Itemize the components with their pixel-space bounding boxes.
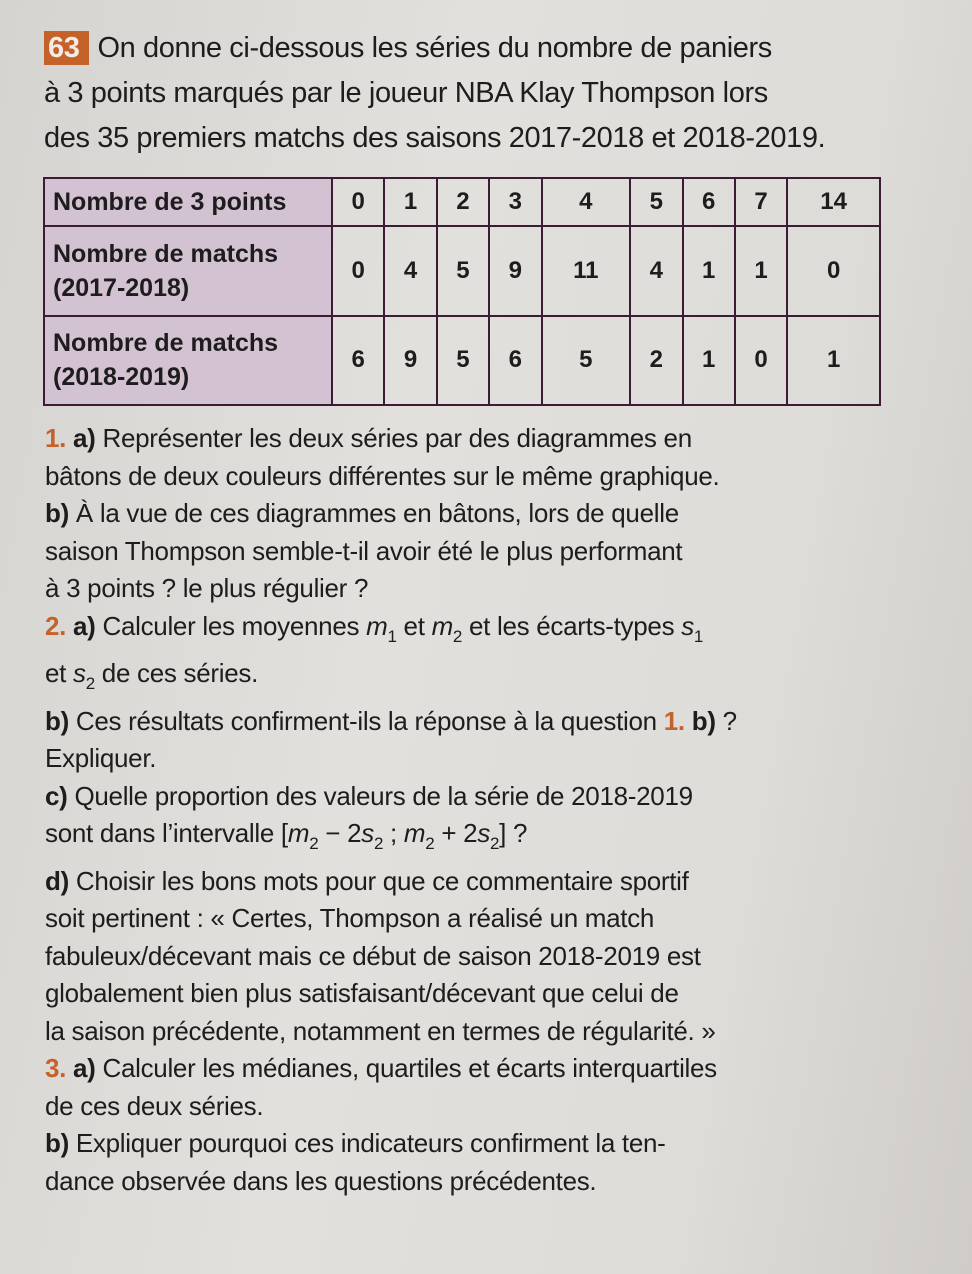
question-text: − 2 <box>318 818 362 848</box>
question-text: + 2 <box>434 818 478 848</box>
question-line <box>45 1163 905 1201</box>
question-line <box>45 570 905 608</box>
intro-line <box>44 71 904 116</box>
question-text: ? <box>715 705 737 736</box>
question-text: Expliquer pourquoi ces indicateurs confirment la ten- <box>68 1128 666 1158</box>
question-line <box>45 1125 905 1163</box>
data-table <box>43 177 881 406</box>
question-text: la saison précédente, notamment en termes de régularité. » <box>45 1015 716 1046</box>
table-cell: 1 <box>735 226 787 315</box>
table-cell: 5 <box>542 316 631 405</box>
question-line <box>45 1050 905 1088</box>
table-cell: 2 <box>630 316 682 405</box>
subquestion-label: a) <box>73 423 96 453</box>
math-subscript: 2 <box>85 674 95 693</box>
row-header <box>44 316 332 405</box>
subquestion-label: c) <box>45 780 68 811</box>
table-cell: 0 <box>332 226 384 315</box>
question-line <box>45 533 905 571</box>
question-text: fabuleux/décevant mais ce début de saison 2018-2019 est <box>45 940 701 971</box>
table-cell: 1 <box>683 316 735 405</box>
math-subscript: 2 <box>490 834 500 853</box>
question-text: Quelle proportion des valeurs de la série de 2018-2019 <box>67 780 693 811</box>
table-cell: 5 <box>437 226 489 315</box>
question-number: 2. <box>45 610 74 641</box>
question-text: et les écarts-types <box>462 610 682 641</box>
question-text: soit pertinent : « Certes, Thompson a réalisé un match <box>45 903 655 933</box>
table-cell: 2 <box>437 178 489 226</box>
intro-text: à 3 points marqués par le joueur NBA Klay Thompson lors <box>44 77 768 109</box>
question-text: Ces résultats confirment-ils la réponse à la question <box>68 705 664 736</box>
question-line <box>45 740 905 778</box>
question-line <box>45 703 905 741</box>
question-text: et <box>45 658 74 688</box>
question-text: Calculer les médianes, quartiles et écarts interquartiles <box>95 1053 717 1083</box>
row-header-line: Nombre de matchs <box>53 239 279 268</box>
question-line <box>45 863 905 901</box>
intro-line <box>44 26 904 71</box>
math-subscript: 2 <box>425 834 435 853</box>
exercise-number-badge: 63 <box>44 31 89 65</box>
math-variable: m <box>431 610 453 641</box>
question-text: Expliquer. <box>45 743 157 773</box>
table-cell: 5 <box>630 178 682 226</box>
question-line <box>45 458 905 496</box>
question-line <box>45 420 905 458</box>
question-text: ] ? <box>499 818 528 848</box>
math-variable: s <box>361 818 374 848</box>
question-text: Représenter les deux séries par des diagrammes en <box>95 423 692 453</box>
subquestion-label: b) <box>45 498 69 528</box>
question-line <box>45 778 905 816</box>
table-cell: 6 <box>683 178 735 226</box>
math-subscript: 2 <box>452 626 463 646</box>
subquestion-label: d) <box>45 865 69 896</box>
table-row <box>44 226 880 315</box>
question-line <box>45 495 905 533</box>
math-variable: s <box>73 658 86 688</box>
table-row <box>44 316 880 405</box>
intro-text: des 35 premiers matchs des saisons 2017-2018 et 2018-2019. <box>44 122 826 154</box>
question-text: Calculer les moyennes <box>95 610 367 641</box>
math-subscript: 1 <box>387 626 397 646</box>
math-variable: s <box>681 610 694 641</box>
table-cell: 4 <box>542 178 631 226</box>
questions <box>45 420 905 1200</box>
table-cell: 4 <box>384 226 436 315</box>
table-cell: 1 <box>787 316 880 405</box>
question-line <box>45 1088 905 1126</box>
subquestion-label: b) <box>45 1128 69 1158</box>
row-header-line: (2018-2019) <box>53 363 190 392</box>
question-text: Choisir les bons mots pour que ce commentaire sportif <box>68 865 689 896</box>
question-line <box>45 608 905 656</box>
table-cell: 4 <box>630 226 682 315</box>
question-line <box>45 655 905 703</box>
row-header-line: Nombre de matchs <box>53 329 279 358</box>
math-subscript: 2 <box>309 834 319 853</box>
intro-text: On donne ci-dessous les séries du nombre de paniers <box>97 32 772 64</box>
question-line <box>45 1013 905 1051</box>
intro-line <box>44 116 904 161</box>
question-line <box>45 900 905 938</box>
exercise-intro <box>44 26 904 161</box>
question-text: dance observée dans les questions précédentes. <box>45 1165 597 1196</box>
table-cell: 7 <box>735 178 787 226</box>
question-text: saison Thompson semble-t-il avoir été le plus performant <box>45 535 683 566</box>
math-variable: m <box>403 818 426 848</box>
row-header-line: (2017-2018) <box>53 273 190 302</box>
question-text: globalement bien plus satisfaisant/décevant que celui de <box>45 978 679 1008</box>
row-header <box>44 178 332 226</box>
table-cell: 0 <box>332 178 384 226</box>
table-cell: 5 <box>437 316 489 405</box>
question-text: et <box>396 610 432 641</box>
subquestion-label: b) <box>684 705 716 736</box>
table-cell: 6 <box>489 316 541 405</box>
math-variable: m <box>366 610 388 641</box>
question-number: 1. <box>45 423 74 453</box>
question-line <box>45 975 905 1013</box>
subquestion-label: b) <box>45 705 69 736</box>
table-cell: 0 <box>735 316 787 405</box>
question-text: sont dans l’intervalle [ <box>45 818 288 848</box>
subquestion-label: a) <box>73 1053 96 1083</box>
table-cell: 1 <box>384 178 436 226</box>
table-row <box>44 178 880 226</box>
row-header-line: Nombre de 3 points <box>53 188 287 217</box>
question-text: de ces séries. <box>94 658 259 688</box>
math-variable: m <box>287 818 310 848</box>
table-cell: 6 <box>332 316 384 405</box>
table-cell: 11 <box>542 226 631 315</box>
question-text: À la vue de ces diagrammes en bâtons, lors de quelle <box>68 498 679 528</box>
question-text: ; <box>383 818 404 848</box>
table-cell: 9 <box>489 226 541 315</box>
question-text: bâtons de deux couleurs différentes sur le même graphique. <box>45 460 720 491</box>
question-text: de ces deux séries. <box>45 1090 264 1121</box>
table-cell: 9 <box>384 316 436 405</box>
question-line <box>45 938 905 976</box>
math-subscript: 2 <box>373 834 384 853</box>
question-number: 1. <box>663 705 685 736</box>
math-variable: s <box>477 818 491 848</box>
question-text: à 3 points ? le plus régulier ? <box>45 573 369 603</box>
table-cell: 14 <box>787 178 880 226</box>
table-cell: 0 <box>787 226 880 315</box>
question-line <box>45 815 905 863</box>
row-header <box>44 226 332 315</box>
math-subscript: 1 <box>693 626 704 646</box>
table-cell: 3 <box>489 178 541 226</box>
subquestion-label: a) <box>73 610 96 641</box>
table-cell: 1 <box>683 226 735 315</box>
question-number: 3. <box>45 1053 74 1083</box>
